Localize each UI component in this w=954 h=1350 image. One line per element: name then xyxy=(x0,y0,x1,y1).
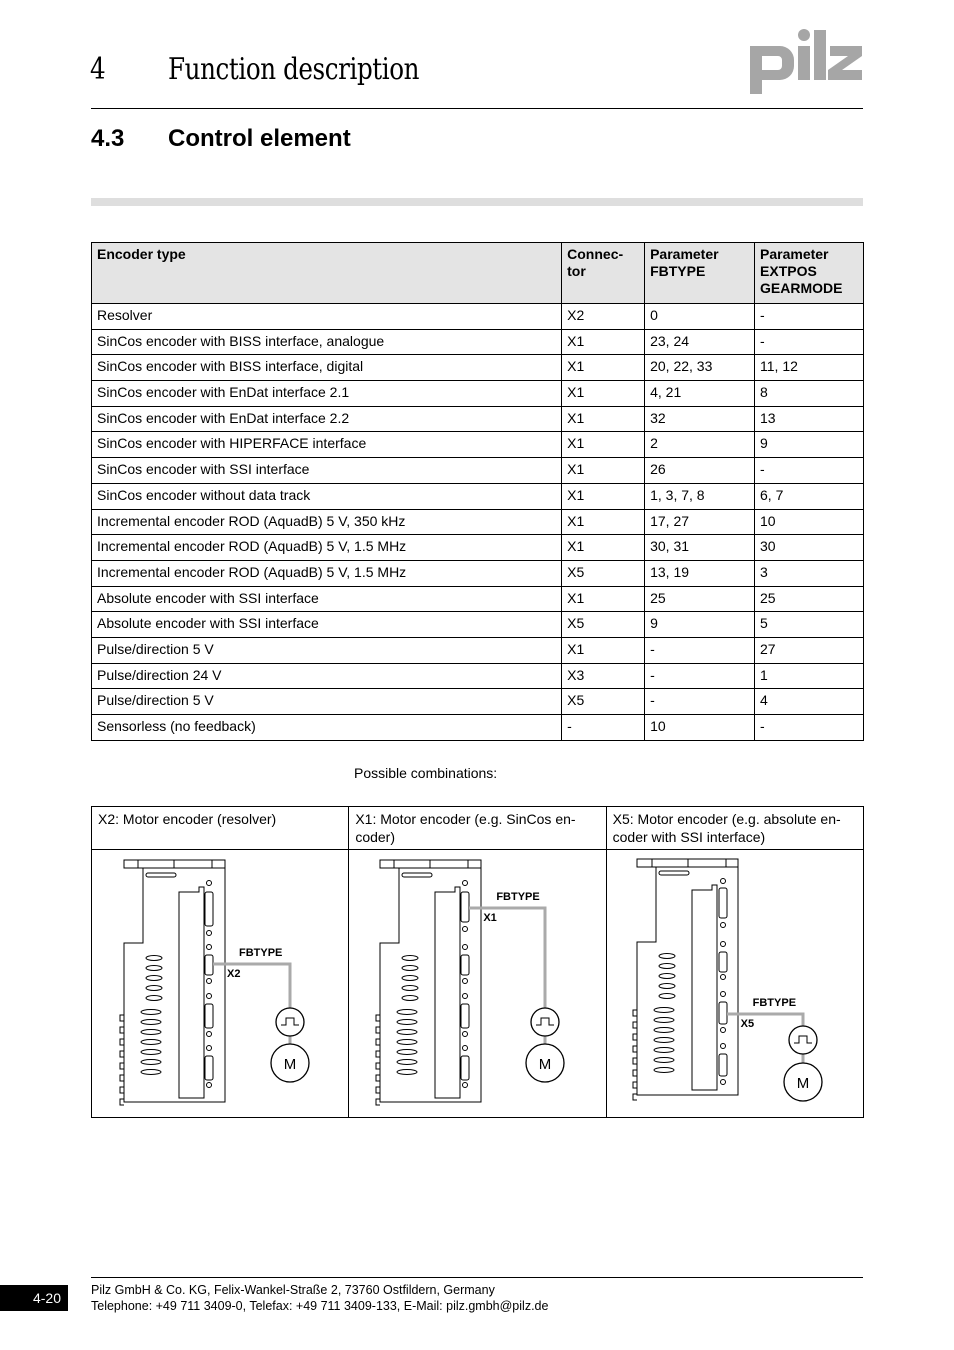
cell-type: SinCos encoder with SSI interface xyxy=(92,458,562,484)
cell-fbtype: 20, 22, 33 xyxy=(645,355,755,381)
svg-text:M: M xyxy=(283,1056,297,1073)
cell-fbtype: - xyxy=(645,637,755,663)
cell-fbtype: 32 xyxy=(645,406,755,432)
pilz-logo-icon xyxy=(748,28,864,94)
cell-extpos: 8 xyxy=(755,381,864,407)
cell-connector: X1 xyxy=(562,432,645,458)
table-row xyxy=(92,535,864,561)
header-connector: Connec- tor xyxy=(562,243,645,304)
table-row xyxy=(92,689,864,715)
combinations-header-row xyxy=(92,807,864,850)
cell-fbtype: - xyxy=(645,663,755,689)
table-header-row xyxy=(92,243,864,304)
table-row xyxy=(92,612,864,638)
svg-text:M: M xyxy=(539,1056,552,1073)
drive-diagram-x2-icon xyxy=(92,850,349,1118)
cell-fbtype: 2 xyxy=(645,432,755,458)
cell-type: Resolver xyxy=(92,304,562,330)
cell-connector: X1 xyxy=(562,637,645,663)
table-row xyxy=(92,509,864,535)
table-row xyxy=(92,329,864,355)
cell-type: Pulse/direction 5 V xyxy=(92,689,562,715)
cell-fbtype: 9 xyxy=(645,612,755,638)
cell-connector: X1 xyxy=(562,355,645,381)
cell-fbtype: 17, 27 xyxy=(645,509,755,535)
cell-fbtype: 0 xyxy=(645,304,755,330)
table-row xyxy=(92,458,864,484)
table-row xyxy=(92,483,864,509)
fbtype-label: FBTYPE xyxy=(752,997,797,1009)
cell-type: Incremental encoder ROD (AquadB) 5 V, 1.5 MHz xyxy=(92,560,562,586)
cell-type: Pulse/direction 24 V xyxy=(92,663,562,689)
svg-text:M: M xyxy=(796,1075,809,1092)
cell-connector: X1 xyxy=(562,381,645,407)
header-divider xyxy=(91,108,863,109)
table-row xyxy=(92,586,864,612)
cell-extpos: - xyxy=(755,304,864,330)
diagram-cell-x5 xyxy=(606,850,863,1118)
cell-connector: X5 xyxy=(562,560,645,586)
cell-extpos: 6, 7 xyxy=(755,483,864,509)
table-row xyxy=(92,715,864,741)
cell-connector: X1 xyxy=(562,483,645,509)
connector-label: X5 xyxy=(740,1018,755,1030)
cell-connector: - xyxy=(562,715,645,741)
table-row xyxy=(92,663,864,689)
table-row xyxy=(92,432,864,458)
cell-type: SinCos encoder with EnDat interface 2.1 xyxy=(92,381,562,407)
cell-connector: X1 xyxy=(562,458,645,484)
cell-extpos: 27 xyxy=(755,637,864,663)
fbtype-label: FBTYPE xyxy=(496,891,540,903)
encoder-table xyxy=(91,242,864,741)
cell-extpos: - xyxy=(755,329,864,355)
cell-type: SinCos encoder with BISS interface, digital xyxy=(92,355,562,381)
combination-heading-x1: X1: Motor encoder (e.g. SinCos en-coder) xyxy=(349,807,606,850)
cell-type: Absolute encoder with SSI interface xyxy=(92,612,562,638)
chapter-number: 4 xyxy=(90,52,106,87)
table-row xyxy=(92,406,864,432)
cell-type: Sensorless (no feedback) xyxy=(92,715,562,741)
cell-type: SinCos encoder with HIPERFACE interface xyxy=(92,432,562,458)
combination-heading-x2: X2: Motor encoder (resolver) xyxy=(92,807,349,850)
drive-diagram-x5-icon xyxy=(607,850,864,1118)
cell-extpos: 11, 12 xyxy=(755,355,864,381)
cell-connector: X1 xyxy=(562,509,645,535)
cell-type: Absolute encoder with SSI interface xyxy=(92,586,562,612)
cell-type: SinCos encoder without data track xyxy=(92,483,562,509)
cell-extpos: 1 xyxy=(755,663,864,689)
cell-fbtype: 13, 19 xyxy=(645,560,755,586)
header-fbtype: Parameter FBTYPE xyxy=(645,243,755,304)
table-row xyxy=(92,355,864,381)
cell-extpos: 30 xyxy=(755,535,864,561)
combinations-diagram-row xyxy=(92,850,864,1118)
cell-extpos: 25 xyxy=(755,586,864,612)
connector-label: X2 xyxy=(227,968,241,980)
cell-connector: X3 xyxy=(562,663,645,689)
cell-type: SinCos encoder with EnDat interface 2.2 xyxy=(92,406,562,432)
diagram-cell-x2 xyxy=(92,850,349,1118)
cell-connector: X5 xyxy=(562,612,645,638)
cell-extpos: - xyxy=(755,458,864,484)
cell-extpos: 10 xyxy=(755,509,864,535)
cell-type: Pulse/direction 5 V xyxy=(92,637,562,663)
cell-connector: X1 xyxy=(562,535,645,561)
chapter-title: Function description xyxy=(168,52,420,87)
table-row xyxy=(92,381,864,407)
cell-connector: X1 xyxy=(562,586,645,612)
cell-fbtype: 26 xyxy=(645,458,755,484)
cell-type: Incremental encoder ROD (AquadB) 5 V, 1.5 MHz xyxy=(92,535,562,561)
drive-diagram-x1-icon xyxy=(349,850,606,1118)
cell-type: Incremental encoder ROD (AquadB) 5 V, 350 kHz xyxy=(92,509,562,535)
cell-extpos: - xyxy=(755,715,864,741)
cell-fbtype: - xyxy=(645,689,755,715)
footer-divider xyxy=(91,1277,863,1278)
cell-connector: X1 xyxy=(562,406,645,432)
cell-fbtype: 4, 21 xyxy=(645,381,755,407)
cell-extpos: 4 xyxy=(755,689,864,715)
cell-extpos: 3 xyxy=(755,560,864,586)
table-row xyxy=(92,560,864,586)
section-band xyxy=(91,198,863,206)
cell-fbtype: 23, 24 xyxy=(645,329,755,355)
cell-fbtype: 30, 31 xyxy=(645,535,755,561)
cell-extpos: 13 xyxy=(755,406,864,432)
combinations-table xyxy=(91,806,864,1118)
cell-connector: X1 xyxy=(562,329,645,355)
fbtype-label: FBTYPE xyxy=(239,947,283,959)
header-extpos-gearmode: Parameter EXTPOS GEARMODE xyxy=(755,243,864,304)
combination-heading-x5: X5: Motor encoder (e.g. absolute en-coder with SSI interface) xyxy=(606,807,863,850)
connector-label: X1 xyxy=(483,912,497,924)
cell-extpos: 9 xyxy=(755,432,864,458)
cell-type: SinCos encoder with BISS interface, analogue xyxy=(92,329,562,355)
cell-fbtype: 10 xyxy=(645,715,755,741)
cell-connector: X5 xyxy=(562,689,645,715)
cell-connector: X2 xyxy=(562,304,645,330)
combinations-caption: Possible combinations: xyxy=(354,765,498,781)
cell-extpos: 5 xyxy=(755,612,864,638)
cell-fbtype: 1, 3, 7, 8 xyxy=(645,483,755,509)
section-number: 4.3 xyxy=(91,125,125,152)
page-number: 4-20 xyxy=(0,1285,68,1311)
diagram-cell-x1 xyxy=(349,850,606,1118)
section-title: Control element xyxy=(168,125,351,152)
footer-contact: Telephone: +49 711 3409-0, Telefax: +49 711 3409-133, E-Mail: pilz.gmbh@pilz.de xyxy=(91,1299,549,1313)
header-encoder-type: Encoder type xyxy=(92,243,562,304)
table-row xyxy=(92,637,864,663)
cell-fbtype: 25 xyxy=(645,586,755,612)
footer-address: Pilz GmbH & Co. KG, Felix-Wankel-Straße 2, 73760 Ostfildern, Germany xyxy=(91,1283,495,1297)
table-row xyxy=(92,304,864,330)
